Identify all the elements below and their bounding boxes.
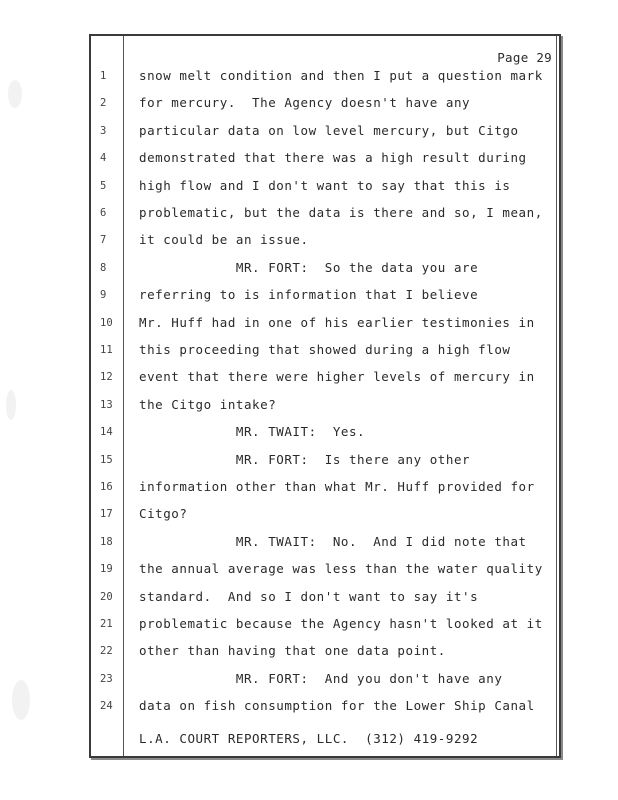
- page-number: Page 29: [497, 50, 552, 65]
- transcript-line: [0, 614, 618, 634]
- transcript-line: [0, 66, 618, 86]
- line-number: 16: [100, 481, 113, 493]
- line-text: snow melt condition and then I put a question mark: [139, 68, 543, 83]
- line-text: information other than what Mr. Huff provided for: [139, 479, 535, 494]
- line-text: standard. And so I don't want to say it's: [139, 588, 479, 604]
- line-number: 13: [100, 398, 113, 411]
- line-text: data on fish consumption for the Lower Ship Canal: [139, 698, 535, 714]
- line-number: 2: [100, 97, 107, 110]
- line-text: other than having that one data point.: [139, 643, 446, 659]
- line-number: 4: [100, 152, 107, 165]
- line-text: the annual average was less than the water quality: [139, 561, 543, 577]
- line-number: 14: [100, 426, 113, 439]
- transcript-line: [0, 230, 618, 250]
- line-number: 7: [100, 234, 107, 247]
- line-number: 24: [100, 700, 113, 713]
- line-text: the Citgo intake?: [139, 396, 277, 412]
- line-text: it could be an issue.: [139, 232, 309, 248]
- line-number: 15: [100, 453, 113, 466]
- line-number: 22: [100, 645, 113, 658]
- line-text: MR. TWAIT: No. And I did note that: [139, 533, 527, 549]
- line-text: MR. TWAIT: Yes.: [139, 424, 366, 440]
- line-text: for mercury. The Agency doesn't have any: [139, 95, 471, 111]
- line-text: problematic because the Agency hasn't looked at it: [139, 616, 543, 631]
- line-number: 12: [100, 371, 113, 384]
- line-number: 20: [100, 590, 113, 603]
- line-text: Mr. Huff had in one of his earlier testimonies in: [139, 314, 535, 330]
- line-number: 19: [100, 563, 113, 576]
- line-number: 8: [100, 261, 107, 274]
- line-text: Citgo?: [139, 506, 188, 522]
- transcript-line: [0, 121, 618, 141]
- transcript-line: [0, 203, 618, 223]
- transcript-line: [0, 696, 618, 716]
- transcript-line: [0, 258, 618, 278]
- transcript-line: [0, 285, 618, 305]
- transcript-line: [0, 148, 618, 168]
- line-number: 23: [100, 672, 113, 685]
- transcript-line: [0, 504, 618, 524]
- line-number: 9: [100, 289, 107, 302]
- transcript-line: [0, 477, 618, 497]
- line-text: referring to is information that I believe: [139, 287, 479, 303]
- transcript-line: [0, 559, 618, 579]
- line-text: high flow and I don't want to say that this is: [139, 177, 511, 193]
- transcript-line: [0, 532, 618, 552]
- line-number: 21: [100, 618, 113, 630]
- transcript-line: [0, 395, 618, 415]
- line-text: this proceeding that showed during a high flow: [139, 342, 511, 357]
- line-number: 3: [100, 124, 107, 137]
- line-number: 1: [100, 70, 107, 82]
- line-text: particular data on low level mercury, but Citgo: [139, 122, 519, 138]
- line-text: MR. FORT: So the data you are: [139, 259, 479, 275]
- line-number: 10: [100, 316, 113, 329]
- line-number: 18: [100, 535, 113, 548]
- transcript-line: [0, 367, 618, 387]
- transcript-line: [0, 422, 618, 442]
- line-text: event that there were higher levels of mercury in: [139, 369, 535, 385]
- transcript-line: [0, 93, 618, 113]
- transcript-line: [0, 313, 618, 333]
- transcript-line: [0, 587, 618, 607]
- transcript-line: [0, 176, 618, 196]
- transcript-line: [0, 340, 618, 360]
- line-number: 6: [100, 207, 107, 219]
- court-reporter-footer: L.A. COURT REPORTERS, LLC. (312) 419-9292: [139, 731, 479, 746]
- line-number: 17: [100, 508, 113, 521]
- line-number: 11: [100, 344, 113, 356]
- transcript-line: [0, 450, 618, 470]
- line-number: 5: [100, 179, 107, 192]
- line-text: problematic, but the data is there and so, I mean,: [139, 205, 543, 220]
- line-text: MR. FORT: Is there any other: [139, 451, 471, 467]
- line-text: MR. FORT: And you don't have any: [139, 670, 503, 686]
- transcript-line: [0, 669, 618, 689]
- line-text: demonstrated that there was a high result during: [139, 150, 527, 166]
- transcript-line: [0, 641, 618, 661]
